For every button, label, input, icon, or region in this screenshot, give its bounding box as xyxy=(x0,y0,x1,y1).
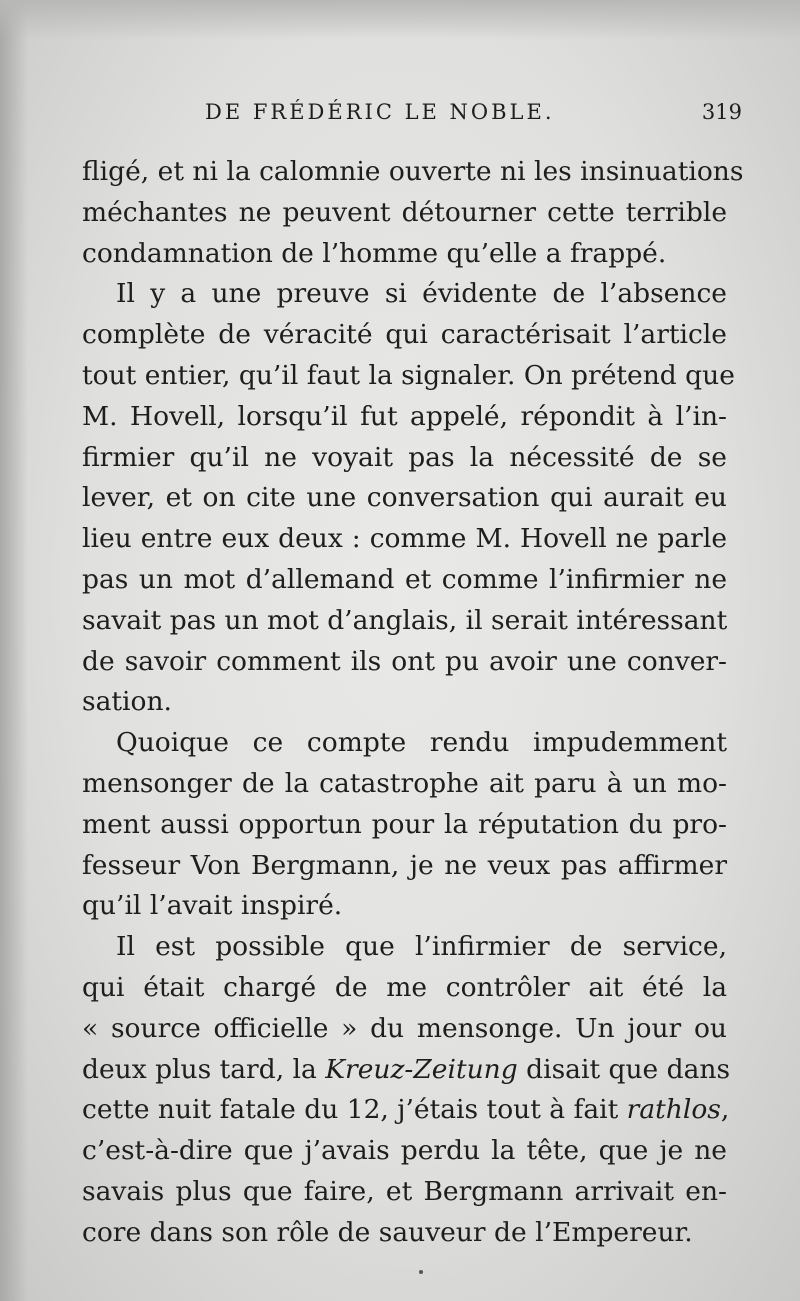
ink-speck xyxy=(419,1270,423,1274)
text-line: savait pas un mot d’anglais, il serait intéressant xyxy=(82,604,728,636)
paragraph xyxy=(82,152,744,274)
text-segment: , xyxy=(720,1094,730,1126)
text-line xyxy=(82,1050,731,1091)
text-segment: disait que dans xyxy=(517,1053,731,1085)
paragraph xyxy=(82,274,735,723)
text-line: lieu entre eux deux : comme M. Hovell ne parle xyxy=(82,523,727,555)
text-line: Il y a une preuve si évidente de l’absence xyxy=(116,278,727,310)
text-line: ment aussi opportun pour la réputation du pro- xyxy=(82,808,727,840)
text-line: savais plus que faire, et Bergmann arrivait en- xyxy=(82,1175,727,1207)
text-line: c’est-à-dire que j’avais perdu la tête, que je ne xyxy=(82,1135,727,1167)
text-line: de savoir comment ils ont pu avoir une conver- xyxy=(82,645,727,677)
text-line: qui était chargé de me contrôler ait été la xyxy=(82,971,727,1003)
running-header xyxy=(205,100,742,124)
text-line: méchantes ne peuvent détourner cette terrible xyxy=(82,196,727,228)
text-line: condamnation de l’homme qu’elle a frappé. xyxy=(82,237,667,269)
text-line: Il est possible que l’infirmier de service, xyxy=(116,931,727,963)
text-line: M. Hovell, lorsqu’il fut appelé, répondit à l’in- xyxy=(82,400,727,432)
text-line: Quoique ce compte rendu impudemment xyxy=(116,727,727,759)
text-line: sation. xyxy=(82,686,172,718)
text-line: complète de véracité qui caractérisait l’article xyxy=(82,319,727,351)
text-line: core dans son rôle de sauveur de l’Empereur. xyxy=(82,1216,693,1248)
text-line: tout entier, qu’il faut la signaler. On prétend que xyxy=(82,359,735,391)
text-line: mensonger de la catastrophe ait paru à un mo- xyxy=(82,767,727,799)
text-line: pas un mot d’allemand et comme l’infirmier ne xyxy=(82,563,727,595)
text-line xyxy=(82,1090,730,1131)
text-line: fligé, et ni la calomnie ouverte ni les insinuations xyxy=(82,156,744,187)
text-line: lever, et on cite une conversation qui aurait eu xyxy=(82,482,727,514)
text-segment: deux plus tard, la xyxy=(82,1053,326,1085)
text-segment: cette nuit fatale du 12, j’étais tout à fait xyxy=(82,1094,627,1126)
text-line: qu’il l’avait inspiré. xyxy=(82,890,343,922)
paragraph xyxy=(82,723,727,927)
text-line: « source officielle » du mensonge. Un jour ou xyxy=(82,1012,727,1044)
body-text xyxy=(82,152,744,1254)
paragraph xyxy=(82,927,731,1253)
italic-word: rathlos xyxy=(626,1094,721,1126)
text-line: fesseur Von Bergmann, je ne veux pas affirmer xyxy=(82,849,727,881)
text-line: firmier qu’il ne voyait pas la nécessité de se xyxy=(82,441,727,473)
page-number: 319 xyxy=(701,100,742,124)
newspaper-title: Kreuz-Zeitung xyxy=(325,1053,518,1085)
running-title: DE FRÉDÉRIC LE NOBLE. xyxy=(205,100,555,124)
